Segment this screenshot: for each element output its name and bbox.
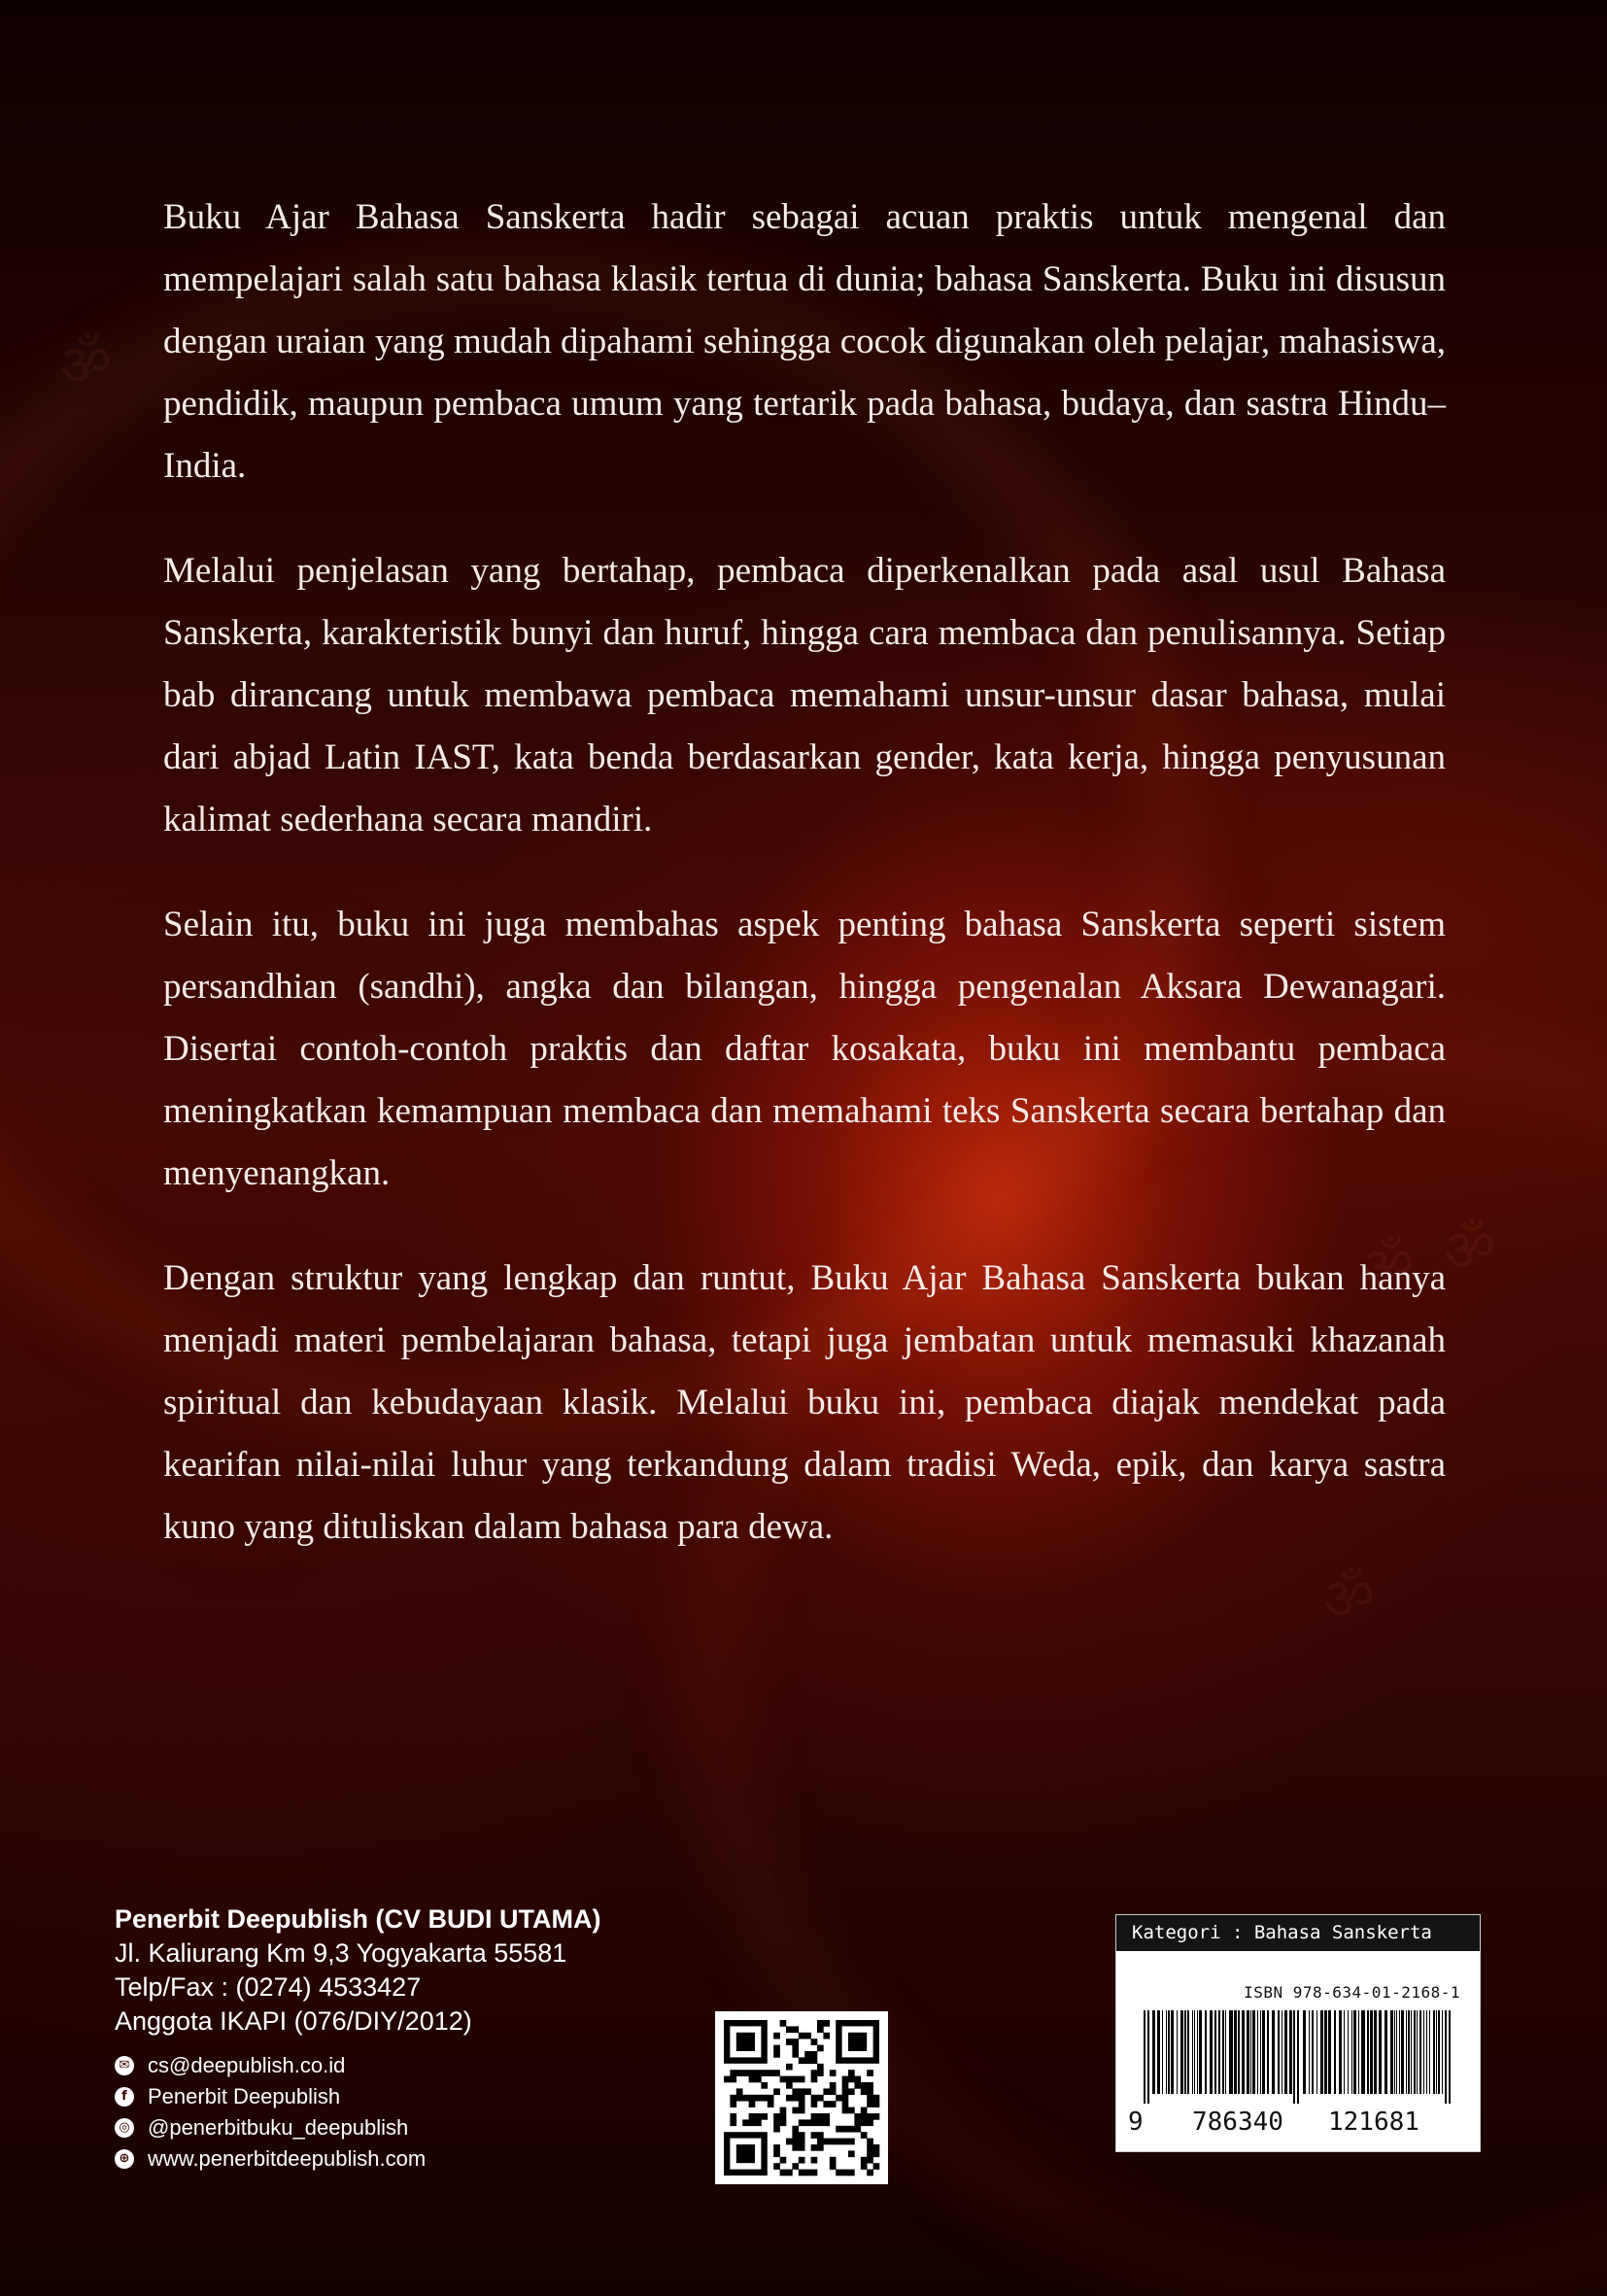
blurb-paragraph-1: Buku Ajar Bahasa Sanskerta hadir sebagai acuan praktis untuk mengenal dan mempelajari salah satu bahasa klasik tertua di dunia; bahasa Sanskerta. Buku ini disusun dengan uraian yang mudah dipahami sehingga cocok digunakan oleh pelajar, mahasiswa, pendidik, maupun pembaca umum yang tertarik pada bahasa, budaya, dan sastra Hindu–India. <box>163 197 1446 486</box>
globe-icon: ⊕ <box>115 2149 134 2169</box>
blurb-paragraph-3: Selain itu, buku ini juga membahas aspek penting bahasa Sanskerta seperti sistem persandhian (sandhi), angka dan bilangan, hingga pengenalan Aksara Dewanagari. Disertai contoh-contoh praktis dan daftar kosakata, buku ini membantu pembaca meningkatkan kemampuan membaca dan memahami teks Sanskerta secara bertahap dan menyenangkan. <box>163 905 1446 1193</box>
publisher-contacts <box>115 2050 717 2175</box>
publisher-info <box>115 1902 717 2175</box>
category-label: Kategori : Bahasa Sanskerta <box>1116 1915 1480 1951</box>
contact-instagram-text: @penerbitbuku_deepublish <box>148 2115 409 2140</box>
publisher-address: Jl. Kaliurang Km 9,3 Yogyakarta 55581 <box>115 1938 567 1968</box>
background-script-texture: ॐ <box>52 324 124 403</box>
blurb-paragraph-4: Dengan struktur yang lengkap dan runtut, Buku Ajar Bahasa Sanskerta bukan hanya menjadi materi pembelajaran bahasa, tetapi juga jembatan untuk memasuki khazanah spiritual dan kebudayaan klasik. Melalui buku ini, pembaca diajak mendekat pada kearifan nilai-nilai luhur yang terkandung dalam tradisi Weda, epik, dan karya sastra kuno yang dituliskan dalam bahasa para dewa. <box>163 1258 1446 1547</box>
contact-facebook[interactable] <box>115 2081 717 2112</box>
publisher-phone: Telp/Fax : (0274) 4533427 <box>115 1972 422 2002</box>
email-icon: ✉ <box>115 2056 134 2075</box>
contact-facebook-text: Penerbit Deepublish <box>148 2084 341 2108</box>
publisher-membership: Anggota IKAPI (076/DIY/2012) <box>115 2006 472 2036</box>
contact-instagram[interactable] <box>115 2112 717 2143</box>
qr-code[interactable] <box>715 2011 888 2184</box>
barcode-digits-right: 121681 <box>1328 2108 1419 2137</box>
barcode-digits-left: 786340 <box>1192 2108 1283 2137</box>
isbn-barcode-box <box>1115 1914 1481 2152</box>
qr-code-graphic <box>715 2011 888 2184</box>
instagram-icon: ◎ <box>115 2118 134 2138</box>
contact-website-text: www.penerbitdeepublish.com <box>148 2146 427 2171</box>
background-script-texture: ॐ <box>1316 1558 1387 1637</box>
blurb-paragraph-2: Melalui penjelasan yang bertahap, pembaca diperkenalkan pada asal usul Bahasa Sanskerta, karakteristik bunyi dan huruf, hingga cara membaca dan penulisannya. Setiap bab dirancang untuk membawa pembaca memahami unsur-unsur dasar bahasa, mulai dari abjad Latin IAST, kata benda berdasarkan gender, kata kerja, hingga penyusunan kalimat sederhana secara mandiri. <box>163 551 1446 840</box>
background-script-texture: ॐ ॐ <box>1354 1209 1509 1306</box>
isbn-number: ISBN 978-634-01-2168-1 <box>1244 1983 1460 2002</box>
contact-website[interactable] <box>115 2143 717 2175</box>
contact-email[interactable] <box>115 2050 717 2081</box>
publisher-name: Penerbit Deepublish (CV BUDI UTAMA) <box>115 1904 601 1934</box>
barcode-digit-lead: 9 <box>1128 2108 1144 2137</box>
contact-email-text: cs@deepublish.co.id <box>148 2053 346 2077</box>
facebook-icon: f <box>115 2087 134 2107</box>
barcode <box>1140 2010 1456 2104</box>
blurb-text <box>163 187 1446 1601</box>
